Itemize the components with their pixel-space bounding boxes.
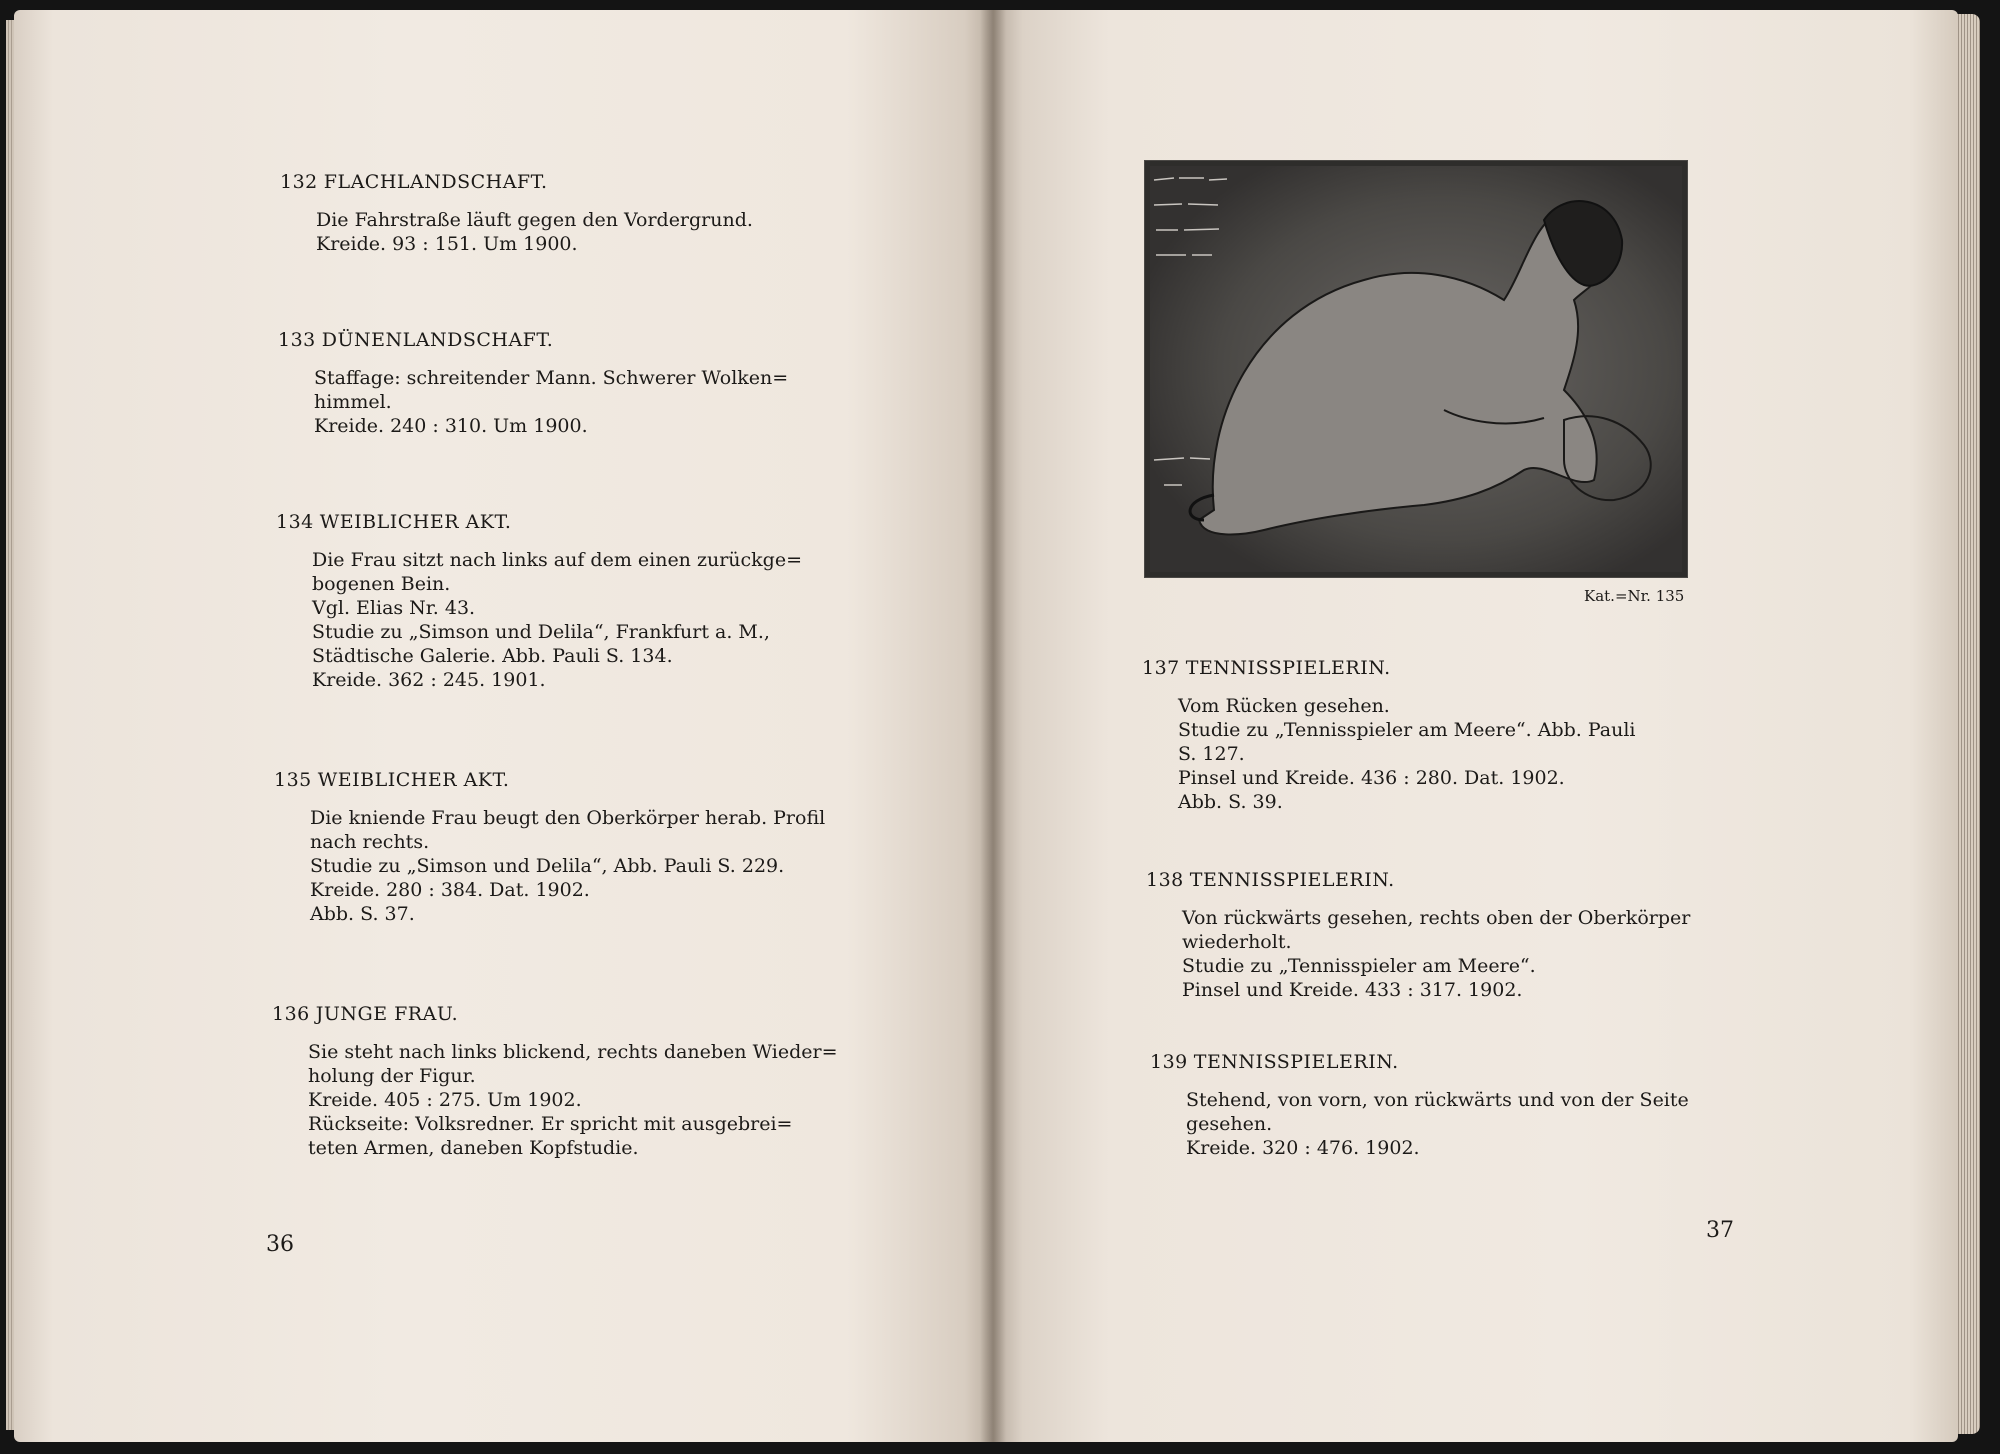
catalog-entry-132 — [280, 170, 753, 256]
entry-line: Kreide. 280 : 384. Dat. 1902. — [310, 879, 590, 901]
entry-line: Städtische Galerie. Abb. Pauli S. 134. — [312, 645, 673, 667]
entry-line: Studie zu „Simson und Delila“, Frankfurt a. M., — [312, 621, 770, 643]
catalog-entry-133 — [278, 328, 788, 438]
entry-line: Rückseite: Volksredner. Er spricht mit ausgebrei= — [308, 1113, 793, 1135]
entry-line: Von rückwärts gesehen, rechts oben der Oberkörper — [1182, 907, 1691, 929]
entry-line: Stehend, von vorn, von rückwärts und von der Seite — [1186, 1089, 1689, 1111]
entry-number: 134 — [276, 511, 314, 533]
entry-line: himmel. — [314, 391, 392, 413]
entry-title: 138 TENNISSPIELERIN. — [1146, 869, 1395, 891]
entry-line: gesehen. — [1186, 1113, 1273, 1135]
entry-title: 133 DÜNENLANDSCHAFT. — [278, 329, 554, 351]
entry-line: Kreide. 320 : 476. 1902. — [1186, 1137, 1420, 1159]
entry-body — [1178, 694, 1636, 814]
entry-line: Abb. S. 37. — [310, 903, 415, 925]
entry-line: S. 127. — [1178, 743, 1245, 765]
catalog-entry-136 — [272, 1002, 838, 1160]
entry-body — [1186, 1088, 1689, 1160]
entry-line: Studie zu „Tennisspieler am Meere“. Abb. Pauli — [1178, 719, 1636, 741]
entry-title: 132 FLACHLANDSCHAFT. — [280, 171, 548, 193]
entry-line: Kreide. 240 : 310. Um 1900. — [314, 415, 588, 437]
entry-line: Die Fahrstraße läuft gegen den Vordergrund. — [316, 209, 753, 231]
entry-body — [314, 366, 788, 438]
entry-number: 136 — [272, 1003, 310, 1025]
entry-number: 139 — [1150, 1051, 1188, 1073]
entry-line: Die kniende Frau beugt den Oberkörper herab. Profil — [310, 807, 826, 829]
entry-title: 134 WEIBLICHER AKT. — [276, 511, 512, 533]
entry-line: teten Armen, daneben Kopfstudie. — [308, 1137, 639, 1159]
entry-title: 136 JUNGE FRAU. — [272, 1003, 459, 1025]
entry-line: Kreide. 405 : 275. Um 1902. — [308, 1089, 582, 1111]
entry-number: 138 — [1146, 869, 1184, 891]
catalog-entry-135 — [274, 768, 825, 926]
entry-title: 139 TENNISSPIELERIN. — [1150, 1051, 1399, 1073]
entry-line: nach rechts. — [310, 831, 430, 853]
entry-line: Vgl. Elias Nr. 43. — [312, 597, 476, 619]
entry-line: holung der Figur. — [308, 1065, 476, 1087]
entry-number: 133 — [278, 329, 316, 351]
entry-line: Studie zu „Simson und Delila“, Abb. Pauli S. 229. — [310, 855, 785, 877]
catalog-entry-134 — [276, 510, 802, 692]
entry-line: wiederholt. — [1182, 931, 1292, 953]
illustration-plate — [1144, 160, 1688, 578]
page-number-left: 36 — [266, 1232, 294, 1257]
entry-line: Pinsel und Kreide. 433 : 317. 1902. — [1182, 979, 1523, 1001]
left-page — [14, 10, 994, 1442]
entry-body — [310, 806, 825, 926]
entry-line: Die Frau sitzt nach links auf dem einen zurückge= — [312, 549, 803, 571]
entry-body — [312, 548, 802, 692]
entry-body — [1182, 906, 1690, 1002]
entry-title: 135 WEIBLICHER AKT. — [274, 769, 510, 791]
book-gutter — [980, 10, 1006, 1442]
entry-line: bogenen Bein. — [312, 573, 451, 595]
entry-line: Abb. S. 39. — [1178, 791, 1283, 813]
entry-number: 137 — [1142, 657, 1180, 679]
entry-line: Vom Rücken gesehen. — [1178, 695, 1390, 717]
entry-line: Sie steht nach links blickend, rechts daneben Wieder= — [308, 1041, 838, 1063]
entry-line: Studie zu „Tennisspieler am Meere“. — [1182, 955, 1536, 977]
entry-line: Kreide. 93 : 151. Um 1900. — [316, 233, 578, 255]
entry-body — [308, 1040, 838, 1160]
entry-title: 137 TENNISSPIELERIN. — [1142, 657, 1391, 679]
page-number-right: 37 — [1706, 1218, 1734, 1243]
catalog-entry-138 — [1146, 868, 1690, 1002]
plate-caption: Kat.=Nr. 135 — [1584, 587, 1685, 605]
entry-line: Pinsel und Kreide. 436 : 280. Dat. 1902. — [1178, 767, 1565, 789]
entry-line: Staffage: schreitender Mann. Schwerer Wolken= — [314, 367, 789, 389]
catalog-entry-137 — [1142, 656, 1636, 814]
entry-body — [316, 208, 753, 256]
entry-number: 135 — [274, 769, 312, 791]
entry-number: 132 — [280, 171, 318, 193]
right-page — [994, 10, 1958, 1442]
entry-line: Kreide. 362 : 245. 1901. — [312, 669, 546, 691]
kneeling-nude-drawing — [1144, 160, 1688, 578]
catalog-entry-139 — [1150, 1050, 1689, 1160]
